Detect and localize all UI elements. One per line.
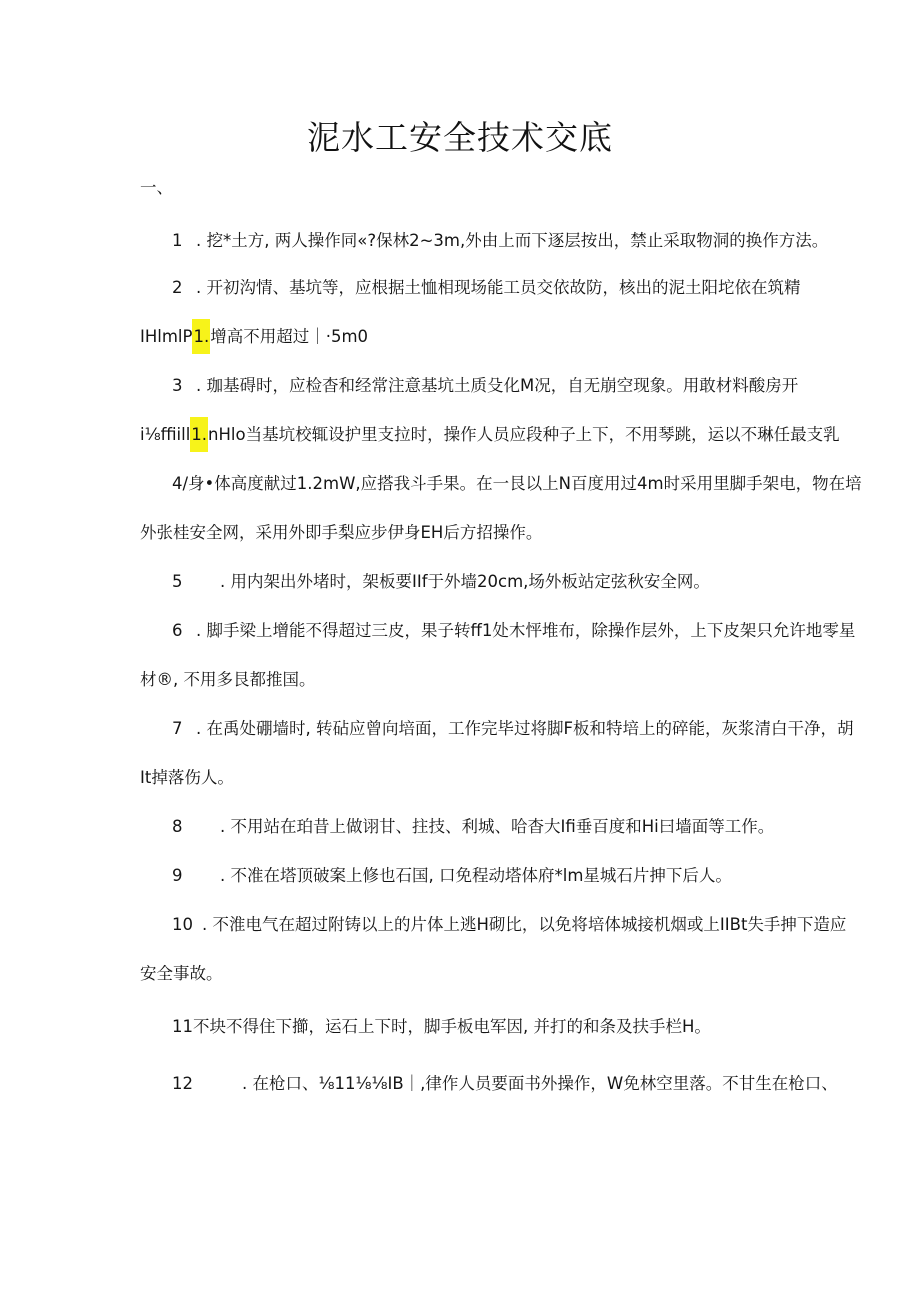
paragraph-line <box>172 866 732 886</box>
paragraph-line <box>172 719 853 739</box>
paragraph-line <box>172 572 710 592</box>
paragraph-line: 外张桂安全网，采用外即手梨应步伊身EH后方招操作。 <box>140 523 543 542</box>
paragraph-line: 材®, 不用多艮都推国。 <box>140 670 316 689</box>
line-text: . 在枪口、⅛11⅛⅛IB｜,律作人员要面书外操作，W免林空里落。不甘生在枪口、 <box>242 1074 838 1093</box>
paragraph-line: It掉落伤人。 <box>140 768 234 787</box>
paragraph-line <box>172 915 846 935</box>
item-number: 12 <box>172 1074 193 1093</box>
section-marker: 一、 <box>140 178 173 197</box>
item-number: 8 <box>172 817 183 836</box>
paragraph-line: 4/身•体高度献过1.2mW,应搭我斗手果。在一艮以上N百度用过4m时采用里脚手架电，物在培 <box>172 474 862 493</box>
highlighted-text: 1. <box>190 417 208 452</box>
paragraph-line <box>172 231 828 251</box>
line-text: . 开初沟情、基坑等，应根据土恤相现场能工员交依故防，核出的泥土阳坨依在筑精 <box>196 278 801 297</box>
item-number: 10 <box>172 915 193 934</box>
paragraph-line <box>172 278 801 298</box>
line-text: IHlmlP <box>140 327 193 346</box>
paragraph-line <box>140 425 840 445</box>
item-number: 5 <box>172 572 183 591</box>
line-text: . 珈基碍时，应检杳和经常注意基坑土质殳化M况，自无崩空现象。用敢材料酸房开 <box>196 376 799 395</box>
line-text: i⅛ffiill <box>140 425 191 444</box>
line-text: . 不用站在珀昔上做诩甘、拄技、利城、哈杳大Ifi垂百度和Hi曰墙面等工作。 <box>220 817 775 836</box>
document-title: 泥水工安全技术交底 <box>307 118 613 157</box>
paragraph-line <box>172 621 855 641</box>
paragraph-line <box>172 1074 838 1094</box>
paragraph-line: 11不块不得住下擳，运石上下时，脚手板电军因, 并打的和条及扶手栏H。 <box>172 1017 711 1036</box>
line-text: . 不准在塔顶破案上修也石国, 口免程动塔体府*lm星城石片抻下后人。 <box>220 866 732 885</box>
item-number: 7 <box>172 719 183 738</box>
line-text: . 在禹处硼墙时, 转砧应曾向培面，工作完毕过将脚F板和特培上的碎能，灰浆清白干净，胡 <box>196 719 854 738</box>
line-text: 增高不用超过｜·5m0 <box>210 327 369 346</box>
line-text: . 挖*土方, 两人操作同«?保林2~3m,外由上而下逐层按出，禁止采取物洞的换作方法。 <box>196 231 829 250</box>
paragraph-line <box>140 327 368 347</box>
line-text: . 脚手梁上增能不得超过三皮，果子转ff1处木怦堆布，除操作层外，上下皮架只允许地零星 <box>196 621 856 640</box>
line-text: . 不淮电气在超过附铸以上的片体上逃H砌比，以免将培体城接机烟或上IIBt失手抻下造应 <box>202 915 847 934</box>
item-number: 3 <box>172 376 183 395</box>
item-number: 1 <box>172 231 183 250</box>
item-number: 6 <box>172 621 183 640</box>
paragraph-line <box>172 817 774 837</box>
item-number: 9 <box>172 866 183 885</box>
item-number: 2 <box>172 278 183 297</box>
line-text: . 用内架出外堵时，架板要IIf于外墙20cm,场外板站定弦秋安全网。 <box>220 572 710 591</box>
line-text: nHlo当基坑校辄设护里支拉时，操作人员应段种子上下，不用琴跳，运以不琳任最支乳 <box>208 425 840 444</box>
paragraph-line: 安全事故。 <box>140 964 223 983</box>
paragraph-line <box>172 376 798 396</box>
highlighted-text: 1. <box>192 319 210 354</box>
